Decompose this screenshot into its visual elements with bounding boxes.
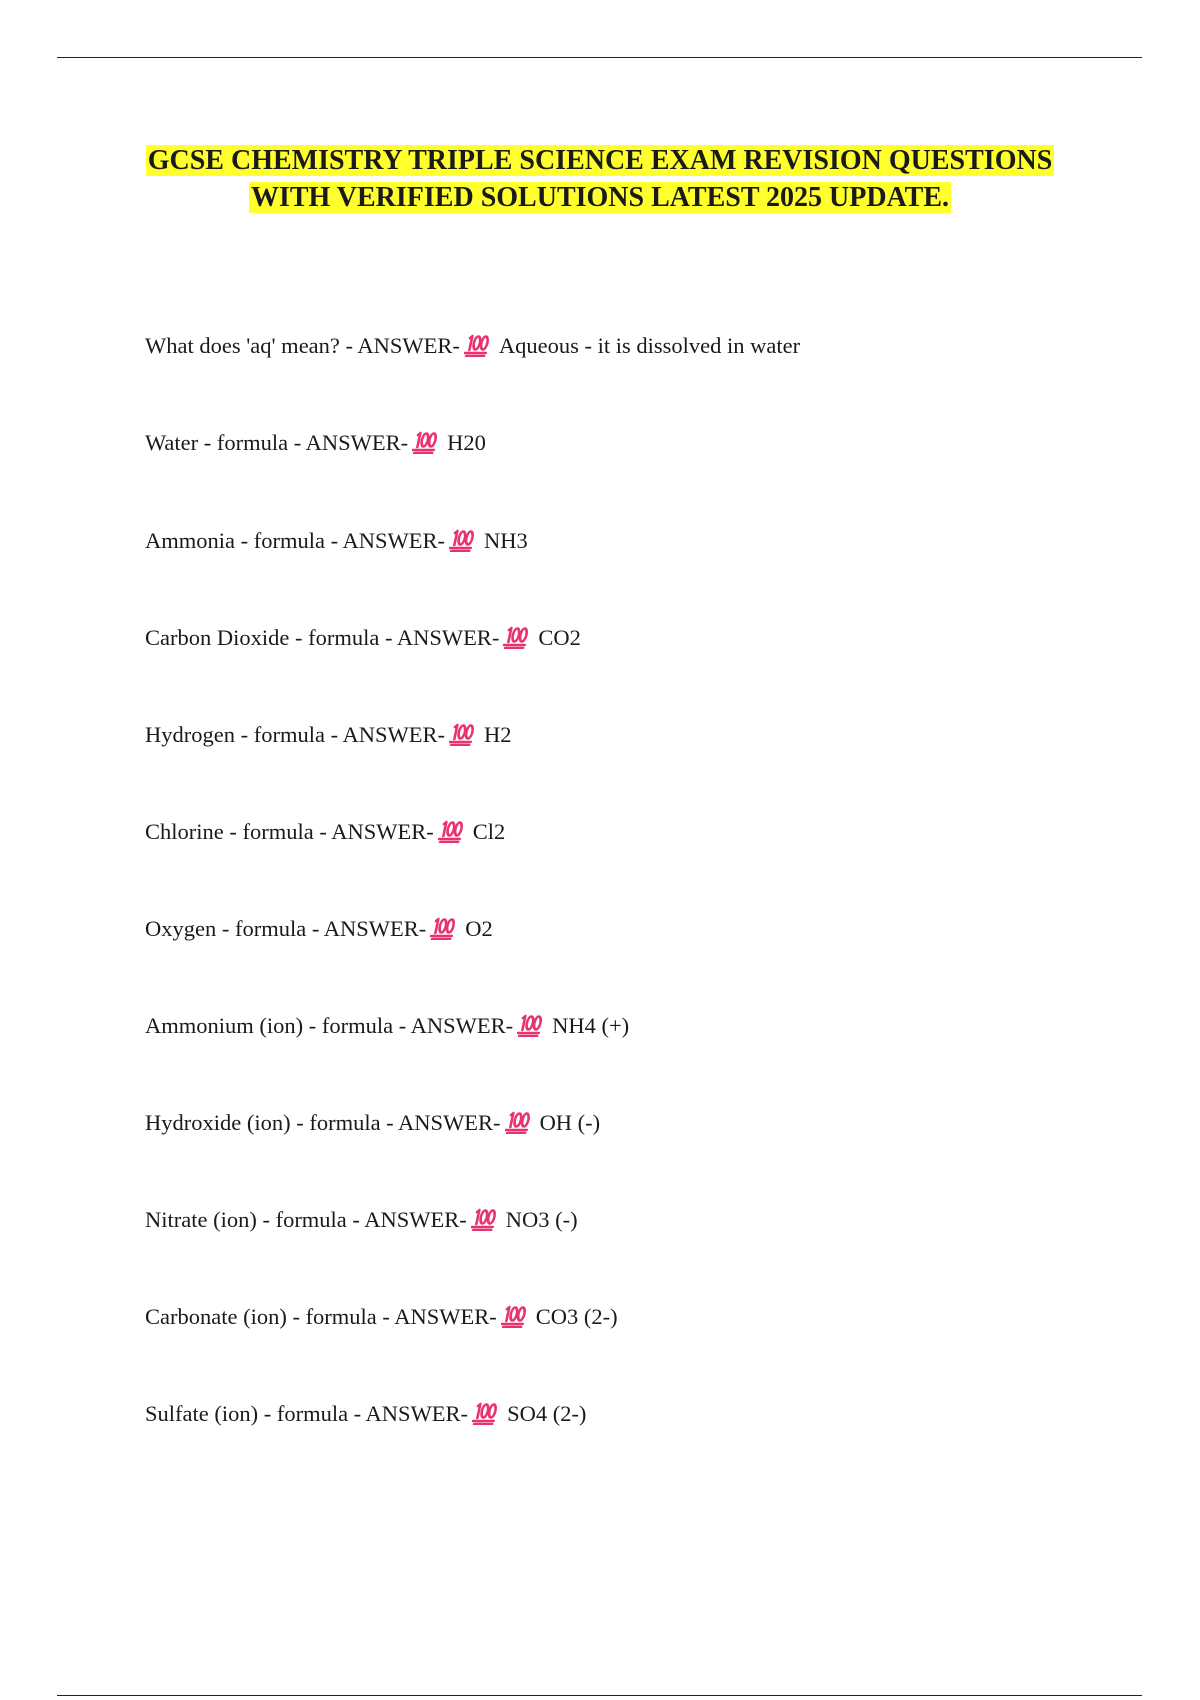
hundred-points-icon — [503, 625, 529, 649]
answer-text: SO4 (2-) — [507, 1401, 587, 1426]
hundred-points-icon — [517, 1013, 543, 1037]
title-line-1: GCSE CHEMISTRY TRIPLE SCIENCE EXAM REVISION QUESTIONS — [147, 145, 1053, 176]
answer-text: NH4 (+) — [552, 1013, 630, 1038]
hundred-points-icon — [430, 916, 456, 940]
answer-text: NH3 — [483, 528, 528, 553]
qa-item — [145, 1005, 800, 1102]
hundred-points-icon — [412, 430, 438, 454]
hundred-points-icon — [438, 819, 464, 843]
question-text: Chlorine - formula - ANSWER- — [145, 819, 434, 844]
answer-text: NO3 (-) — [505, 1207, 578, 1232]
bottom-divider — [57, 1695, 1142, 1696]
question-text: Water - formula - ANSWER- — [145, 430, 409, 455]
answer-text: OH (-) — [539, 1110, 601, 1135]
title-line-2: WITH VERIFIED SOLUTIONS LATEST 2025 UPDATE. — [250, 182, 950, 213]
top-divider — [57, 57, 1142, 58]
qa-item — [145, 714, 800, 811]
question-text: Sulfate (ion) - formula - ANSWER- — [145, 1401, 469, 1426]
hundred-points-icon — [471, 1207, 497, 1231]
question-text: Hydrogen - formula - ANSWER- — [145, 722, 445, 747]
question-text: Ammonia - formula - ANSWER- — [145, 528, 445, 553]
answer-text: Cl2 — [472, 819, 506, 844]
qa-item — [145, 1393, 800, 1490]
qa-item — [145, 1102, 800, 1199]
question-text: Ammonium (ion) - formula - ANSWER- — [145, 1013, 514, 1038]
hundred-points-icon — [472, 1401, 498, 1425]
hundred-points-icon — [505, 1110, 531, 1134]
hundred-points-icon — [501, 1304, 527, 1328]
qa-item — [145, 617, 800, 714]
hundred-points-icon — [464, 333, 490, 357]
question-text: Carbonate (ion) - formula - ANSWER- — [145, 1304, 497, 1329]
qa-item — [145, 1296, 800, 1393]
question-text: Nitrate (ion) - formula - ANSWER- — [145, 1207, 467, 1232]
answer-text: H2 — [483, 722, 512, 747]
question-text: What does 'aq' mean? - ANSWER- — [145, 333, 460, 358]
question-text: Oxygen - formula - ANSWER- — [145, 916, 427, 941]
qa-item — [145, 811, 800, 908]
qa-item — [145, 422, 800, 520]
hundred-points-icon — [449, 528, 475, 552]
answer-text: CO2 — [538, 625, 581, 650]
answer-text: O2 — [465, 916, 493, 941]
qa-item — [145, 1199, 800, 1296]
hundred-points-icon — [449, 722, 475, 746]
question-answer-list — [145, 325, 800, 1490]
document-title — [0, 142, 1200, 216]
qa-item — [145, 325, 800, 422]
answer-text: CO3 (2-) — [535, 1304, 618, 1329]
question-text: Hydroxide (ion) - formula - ANSWER- — [145, 1110, 501, 1135]
question-text: Carbon Dioxide - formula - ANSWER- — [145, 625, 500, 650]
qa-item — [145, 520, 800, 617]
answer-text: Aqueous - it is dissolved in water — [498, 333, 801, 358]
qa-item — [145, 908, 800, 1005]
answer-text: H20 — [447, 430, 486, 455]
